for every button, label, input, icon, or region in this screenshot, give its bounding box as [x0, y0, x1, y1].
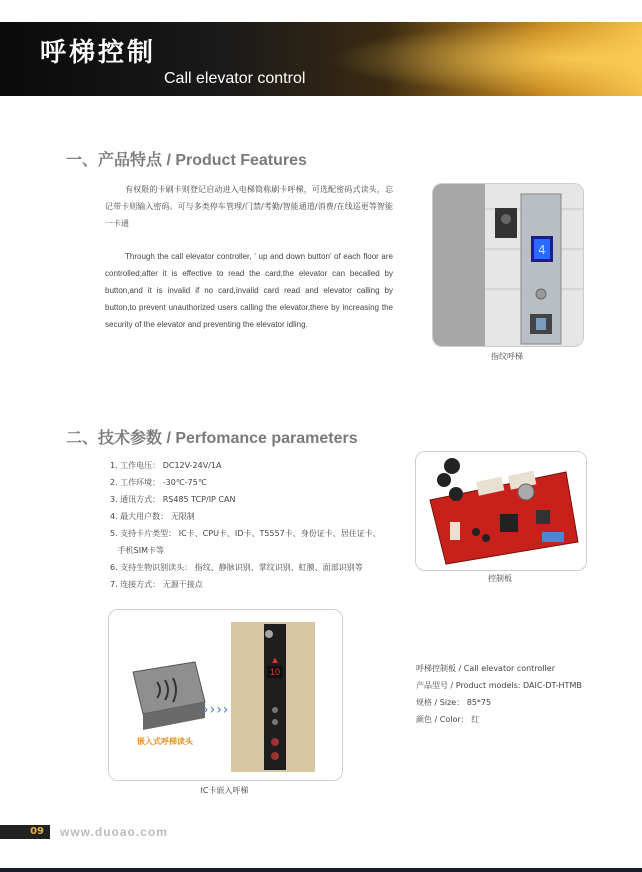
params-list	[110, 457, 400, 593]
reader-panel-illustration	[109, 610, 342, 780]
control-board-image	[415, 451, 587, 571]
header-title-cn: 呼梯控制	[40, 38, 157, 68]
header-glow	[330, 22, 642, 96]
footer-url[interactable]: www.duoao.com	[60, 825, 168, 839]
svg-text:4: 4	[538, 243, 546, 257]
ic-embedded-call-image	[108, 609, 343, 781]
param-item: 3. 通讯方式： RS485 TCP/IP CAN	[110, 495, 236, 504]
arrow-icon: ››››	[203, 702, 230, 718]
features-para-cn: 有权限的卡刷卡则登记启动进入电梯简称刷卡呼梯，可选配密码式读头，忘记带卡则输入密码。可与多类停车管理/门禁/考勤/智能通道/消费/在线巡更等智能一卡通	[105, 185, 393, 228]
page-number: 09	[30, 826, 44, 837]
fingerprint-call-image	[432, 183, 584, 347]
param-item: 1. 工作电压： DC12V-24V/1A	[110, 461, 222, 470]
control-board-illustration	[416, 452, 586, 570]
param-item: 2. 工作环境： -30℃-75℃	[110, 478, 207, 487]
header-title-en: Call elevator control	[164, 70, 306, 87]
fingerprint-caption: 指纹呼梯	[491, 352, 523, 361]
features-heading: 一、产品特点 / Product Features	[66, 152, 307, 169]
svg-text:▲: ▲	[272, 656, 278, 664]
param-item: 7. 连接方式： 无源干接点	[110, 580, 203, 589]
ic-embedded-caption: IC卡嵌入呼梯	[200, 786, 249, 795]
fingerprint-call-illustration	[433, 184, 583, 346]
spec-line: 规格 / Size： 85*75	[416, 698, 492, 707]
reader-label: 嵌入式呼梯读头	[137, 737, 193, 746]
control-board-caption: 控制板	[488, 574, 512, 583]
features-para-en: Through the call elevator controller, ‘ up and down button’ of each floor are controlled;after it is effective to read the card,the elevator can becalled by button,and it is invalid if no card,invalid card read and elevator calling by button,to prevent unauthorized users calling the elevator,there by increasing the security of the elevator and preventing the elevator idling.	[105, 252, 393, 329]
params-heading: 二、技术参数 / Perfomance parameters	[66, 430, 358, 447]
param-item: 6. 支持生物识别读头： 指纹、静脉识别、掌纹识别、虹膜、面部识别等	[110, 563, 363, 572]
spec-list	[416, 660, 582, 728]
param-item: 手机SIM卡等	[110, 546, 164, 555]
param-item: 4. 最大用户数： 无限制	[110, 512, 195, 521]
spec-line: 产品型号 / Product models: DAIC-DT-HTMB	[416, 681, 582, 690]
param-item: 5. 支持卡片类型： IC卡、CPU卡、ID卡、T5557卡、身份证卡、居住证卡、	[110, 529, 381, 538]
bottom-border	[0, 868, 642, 872]
spec-line: 颜色 / Color： 红	[416, 715, 480, 724]
spec-line: 呼梯控制板 / Call elevator controller	[416, 664, 555, 673]
panel-floor-display: 10	[269, 667, 280, 677]
header-banner	[0, 22, 642, 96]
page-number-tab	[0, 825, 50, 839]
